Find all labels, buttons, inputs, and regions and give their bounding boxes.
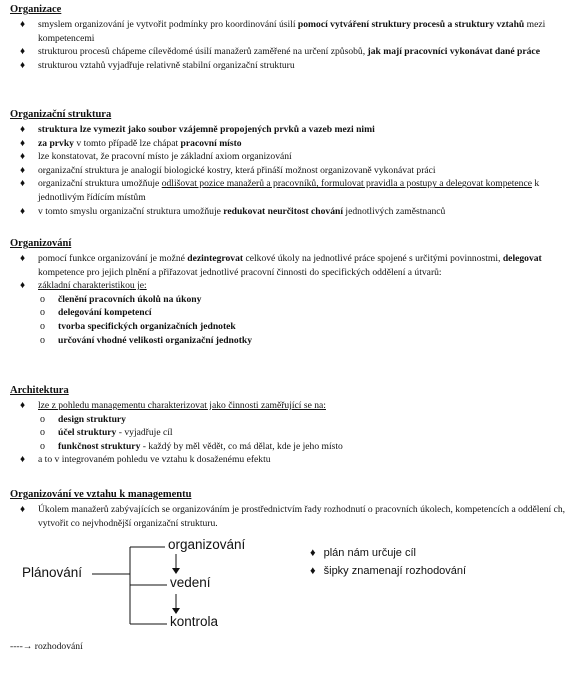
node-vedeni: vedení — [170, 575, 211, 590]
section-organizacni-struktura — [10, 108, 578, 218]
heading-architektura: Architektura — [10, 385, 69, 396]
diagram-note: ♦ šipky znamenají rozhodování — [310, 565, 467, 577]
diamond-bullet-icon: ♦ — [20, 454, 26, 466]
node-kontrola: kontrola — [170, 614, 219, 629]
diagram-note: ♦ plán nám určuje cíl — [310, 547, 416, 559]
diamond-bullet-icon: ♦ — [20, 164, 26, 176]
circle-bullet-icon: o — [40, 413, 45, 425]
diamond-bullet-icon: ♦ — [20, 504, 26, 515]
heading-organizacni-struktura: Organizační struktura — [10, 109, 112, 120]
diamond-bullet-icon: ♦ — [20, 59, 26, 71]
list-item: ♦ v tomto smyslu organizační struktura umožňuje redukovat neurčitost chování jednotlivých zaměstnanců — [20, 205, 446, 217]
section-organizovani-management — [10, 488, 578, 530]
dashed-line: ---- — [10, 641, 23, 652]
diamond-bullet-icon: ♦ — [20, 19, 26, 30]
heading-organizovani: Organizování — [10, 238, 72, 249]
list-item: ♦ a to v integrovaném pohledu ve vztahu k dosaženému efektu — [20, 454, 271, 466]
diamond-bullet-icon: ♦ — [20, 137, 26, 149]
list-item: ♦ organizační struktura umožňuje odlišovat pozice manažerů a pracovníků, formulovat pravidla a postupy a delegovat kompetence k jednotlivým řídícím místům — [20, 178, 540, 203]
management-diagram — [0, 532, 586, 647]
circle-bullet-icon: o — [40, 334, 45, 346]
list-item: ♦ Úkolem manažerů zabývajících se organizováním je prostřednictvím řady rozhodnutí o pracovních úkolech, kompetencích a oddělení ch, vytvořit co nejvhodnější organizační strukturu. — [20, 504, 566, 529]
list-item: ♦ za prvky v tomto případě lze chápat pracovní místo — [20, 137, 242, 149]
diamond-bullet-icon: ♦ — [20, 178, 26, 190]
heading-organizace: Organizace — [10, 4, 62, 15]
list-item: ♦ strukturou procesů chápeme cílevědomé úsilí manažerů zaměřené na určení způsobů, jak mají pracovníci vykonávat dané práce — [20, 46, 540, 58]
diamond-bullet-icon: ♦ — [20, 151, 26, 163]
diamond-bullet-icon: ♦ — [20, 124, 26, 135]
legend-rozhodovani — [10, 640, 83, 654]
list-item: ♦ smyslem organizování je vytvořit podmínky pro koordinování úsilí pomocí vytváření struktury procesů a struktury vztahů mezi kompetencemi — [20, 19, 546, 44]
circle-bullet-icon: o — [40, 427, 45, 439]
sub-list-item: o určování vhodné velikosti organizační jednotky — [40, 334, 253, 346]
diamond-bullet-icon: ♦ — [310, 565, 316, 577]
legend-label: rozhodování — [34, 641, 83, 652]
sub-list-item: o účel struktury - vyjadřuje cíl — [40, 427, 173, 439]
section-organizace — [10, 3, 578, 72]
right-arrow-icon: → — [22, 641, 33, 652]
node-planovani: Plánování — [22, 565, 83, 580]
circle-bullet-icon: o — [40, 440, 45, 452]
diagram-connectors — [0, 532, 586, 647]
list-item: ♦ organizační struktura je analogií biologické kostry, která přináší možnost organizovaně vykonávat práci — [20, 164, 436, 176]
list-item: ♦ struktura lze vymezit jako soubor vzájemně propojených prvků a vazeb mezi nimi — [20, 124, 375, 135]
sub-list-item: o design struktury — [40, 413, 126, 425]
diamond-bullet-icon: ♦ — [20, 205, 26, 217]
list-item: ♦ základní charakteristikou je: — [20, 280, 147, 292]
heading-organizovani-management: Organizování ve vztahu k managementu — [10, 489, 192, 500]
diamond-bullet-icon: ♦ — [20, 46, 26, 58]
list-item: ♦ lze z pohledu managementu charakterizovat jako činnosti zaměřující se na: — [20, 400, 326, 411]
sub-list-item: o delegování kompetencí — [40, 307, 152, 319]
sub-list-item: o členění pracovních úkolů na úkony — [40, 293, 202, 305]
diamond-bullet-icon: ♦ — [20, 280, 26, 292]
sub-list-item: o tvorba specifických organizačních jednotek — [40, 320, 236, 332]
list-item: ♦ strukturou vztahů vyjadřuje relativně stabilní organizační strukturu — [20, 59, 295, 71]
node-organizovani: organizování — [168, 537, 246, 552]
circle-bullet-icon: o — [40, 307, 45, 319]
diamond-bullet-icon: ♦ — [20, 400, 26, 411]
circle-bullet-icon: o — [40, 293, 45, 305]
section-organizovani — [10, 237, 578, 347]
arrow-head-icon — [172, 568, 180, 574]
sub-list-item: o funkčnost struktury - každý by měl vědět, co má dělat, kde je jeho místo — [40, 440, 343, 452]
section-architektura — [10, 384, 578, 467]
circle-bullet-icon: o — [40, 320, 45, 332]
diamond-bullet-icon: ♦ — [20, 253, 26, 264]
list-item: ♦ pomocí funkce organizování je možné dezintegrovat celkové úkoly na jednotlivé práce spojené s určitými povinnostmi, delegovat kompetence pro jejich plnění a přiřazovat jednotlivé pracovní činnosti do specifických oddělení a útvarů: — [20, 253, 542, 278]
diamond-bullet-icon: ♦ — [310, 547, 316, 559]
list-item: ♦ lze konstatovat, že pracovní místo je základní axiom organizování — [20, 151, 292, 163]
